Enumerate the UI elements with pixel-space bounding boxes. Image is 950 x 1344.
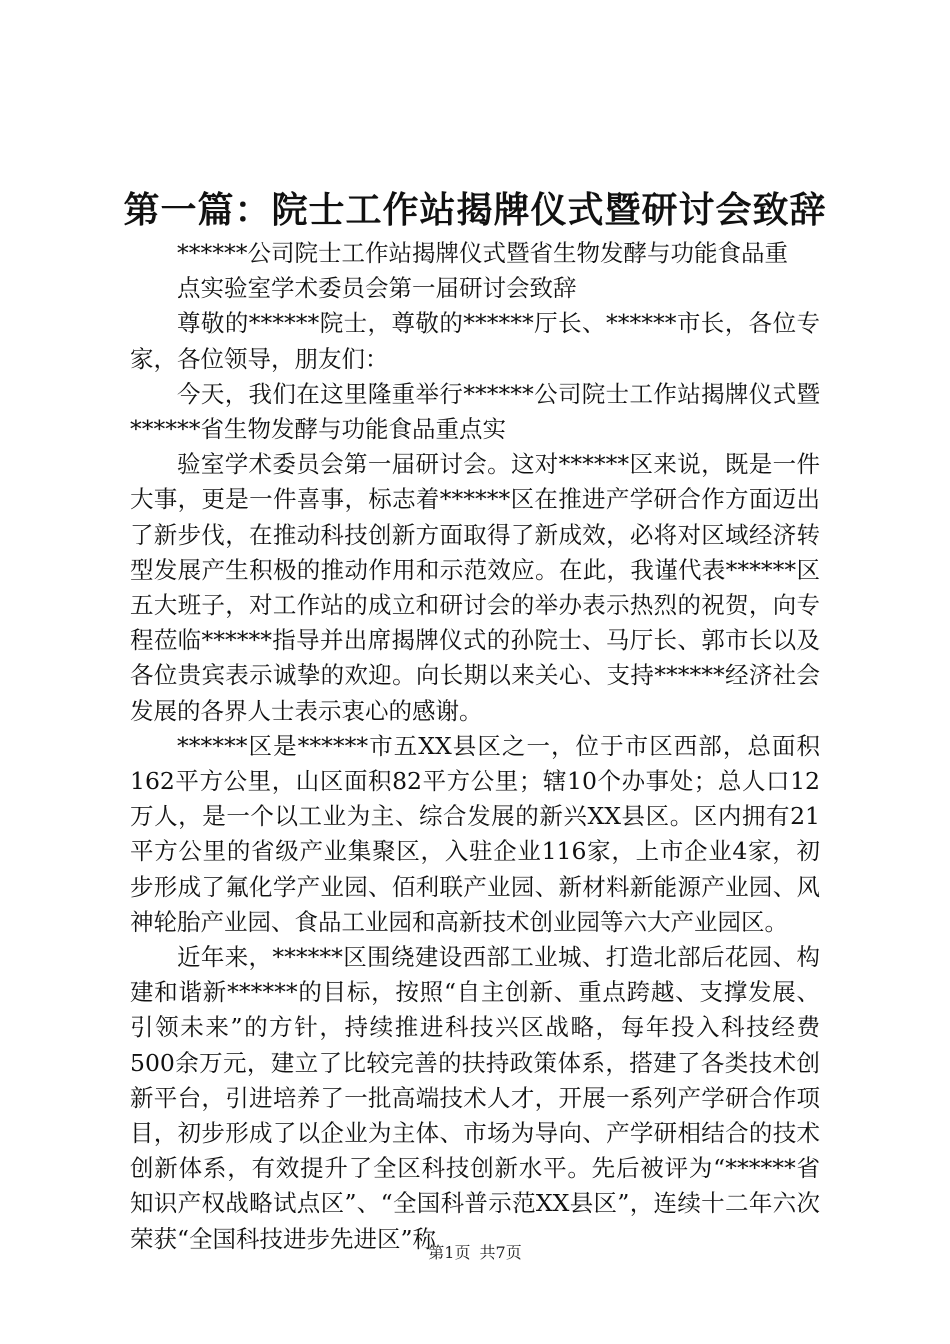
paragraph-significance: 验室学术委员会第一届研讨会。这对******区来说，既是一件大事，更是一件喜事，标志着******区在推进产学研合作方面迈出了新步伐，在推动科技创新方面取得了新成效，必将对区域经济转型发展产生积极的推动作用和示范效应。在此，我谨代表******区五大班子，对工作站的成立和研讨会的举办表示热烈的祝贺，向专程莅临******指导并出席揭牌仪式的孙院士、马厅长、郭市长以及各位贵宾表示诚挚的欢迎。向长期以来关心、支持******经济社会发展的各界人士表示衷心的感谢。 bbox=[130, 450, 820, 725]
document-subtitle: ******公司院士工作站揭牌仪式暨省生物发酵与功能食品重点实验室学术委员会第一届研讨会致辞 bbox=[177, 239, 788, 303]
paragraph-greeting: 尊敬的******院士，尊敬的******厅长、******市长，各位专家，各位领导，朋友们： bbox=[130, 309, 820, 373]
page-footer bbox=[0, 1242, 950, 1264]
paragraph-district-profile: ******区是******市五XX县区之一，位于市区西部，总面积162平方公里，山区面积82平方公里；辖10个办事处；总人口12万人，是一个以工业为主、综合发展的新兴XX县区。区内拥有21平方公里的省级产业集聚区，入驻企业116家，上市企业4家，初步形成了氟化学产业园、佰利联产业园、新材料新能源产业园、风神轮胎产业园、食品工业园和高新技术创业园等六大产业园区。 bbox=[130, 731, 820, 936]
page-number: 第1页 bbox=[428, 1243, 471, 1262]
document-title: 第一篇：院士工作站揭牌仪式暨研讨会致辞 bbox=[123, 189, 827, 231]
page-total: 共7页 bbox=[479, 1243, 522, 1262]
document-body bbox=[130, 236, 820, 1257]
paragraph-recent-years: 近年来，******区围绕建设西部工业城、打造北部后花园、构建和谐新******的目标，按照“自主创新、重点跨越、支撑发展、引领未来”的方针，持续推进科技兴区战略，每年投入科技经费500余万元，建立了比较完善的扶持政策体系，搭建了各类技术创新平台，引进培养了一批高端技术人才，开展一系列产学研合作项目，初步形成了以企业为主体、市场为导向、产学研相结合的技术创新体系，有效提升了全区科技创新水平。先后被评为“******省知识产权战略试点区”、“全国科普示范XX县区”，连续十二年六次荣获“全国科技进步先进区”称 bbox=[130, 943, 820, 1253]
paragraph-opening: 今天，我们在这里隆重举行******公司院士工作站揭牌仪式暨******省生物发酵与功能食品重点实 bbox=[130, 379, 820, 444]
